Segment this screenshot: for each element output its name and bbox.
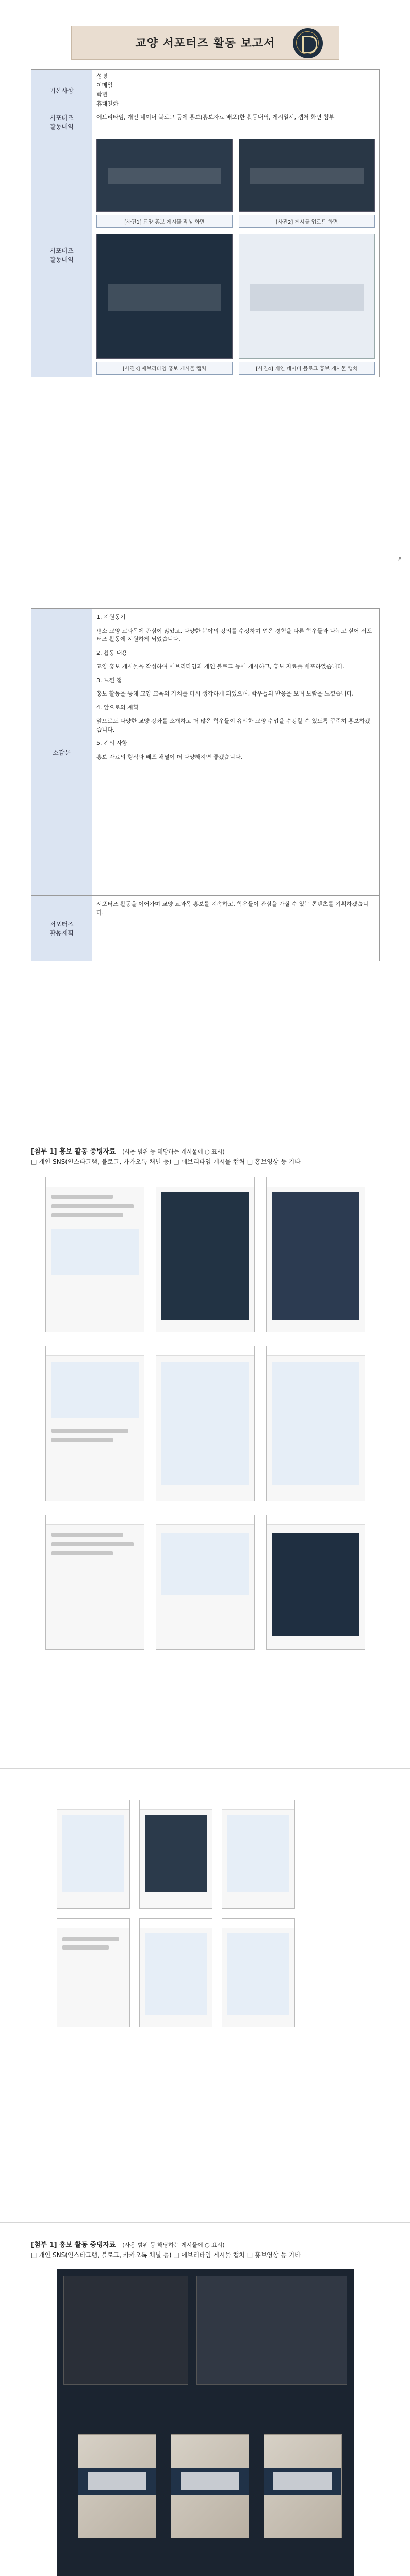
top-left-display	[63, 2276, 188, 2385]
screenshot-5	[156, 1346, 255, 1501]
screenshot-4-card	[51, 1362, 139, 1418]
para-5: 3. 느낀 점	[96, 676, 122, 684]
screenshot-7-statusbar	[46, 1515, 144, 1525]
activity-history-label: 서포터즈 활동내역	[31, 111, 92, 133]
appendix-2-title	[31, 2239, 379, 2249]
caption-1: [사진1] 교양 홍보 게시물 작성 화면	[96, 215, 233, 228]
photo-col-2	[239, 139, 375, 228]
basic-info-values	[92, 70, 380, 111]
screenshot-3	[266, 1177, 365, 1332]
screenshot-8-statusbar	[156, 1515, 254, 1525]
poster-2	[171, 2434, 249, 2538]
para-7: 4. 앞으로의 계획	[96, 704, 139, 711]
logo-letter-mark	[302, 36, 317, 53]
campus-display-photo	[57, 2269, 354, 2576]
screenshot-5-card	[161, 1362, 249, 1485]
photo-2	[239, 139, 375, 212]
appendix-1-channels: □ 개인 SNS(인스타그램, 블로그, 카카오톡 채널 등) □ 에브리타임 게시물 캡처 □ 홍보영상 등 기타	[31, 1158, 301, 1165]
photo-4	[239, 234, 375, 359]
report-title: 교양 서포터즈 활동 보고서	[135, 37, 275, 50]
screenshot-1-line-2	[51, 1204, 134, 1208]
screenshot-7-line-3	[51, 1551, 113, 1555]
appendix-page-1	[0, 1129, 410, 1768]
screenshot-8-card	[161, 1533, 249, 1595]
screenshot-1-line-3	[51, 1213, 123, 1217]
poster-2-title-bar	[181, 2472, 239, 2490]
screenshot-4-statusbar	[46, 1346, 144, 1356]
photo-col-1	[96, 139, 233, 228]
screenshot-13	[57, 1918, 130, 2027]
screenshot-14-statusbar	[140, 1919, 212, 1928]
para-2: 평소 교양 교과목에 관심이 많았고, 다양한 분야의 강의를 수강하며 얻은 경험을 다른 학우들과 나누고 싶어 서포터즈 활동에 지원하게 되었습니다.	[96, 627, 372, 642]
screenshot-14-card	[145, 1933, 207, 2015]
field-email: 이메일	[96, 82, 113, 89]
screenshot-1-line-1	[51, 1195, 113, 1199]
screenshot-15-card	[227, 1933, 289, 2015]
appendix-1-title	[31, 1146, 379, 1156]
screenshot-9	[266, 1515, 365, 1650]
screenshot-14	[139, 1918, 212, 2027]
para-9: 5. 건의 사항	[96, 740, 127, 747]
screenshot-4	[45, 1346, 144, 1501]
screenshot-2-statusbar	[156, 1177, 254, 1187]
caption-2: [사진2] 게시물 업로드 화면	[239, 215, 375, 228]
screenshot-10-statusbar	[57, 1800, 129, 1810]
field-name: 성명	[96, 73, 108, 79]
screenshot-7-line-1	[51, 1533, 123, 1537]
appendix-2-title-text: [첨부 1] 홍보 활동 증빙자료	[31, 2241, 116, 2249]
university-logo	[292, 27, 324, 59]
screenshot-8	[156, 1515, 255, 1650]
plan-text: 서포터즈 활동을 이어가며 교양 교과목 홍보를 지속하고, 학우들이 관심을 가질 수 있는 콘텐츠를 기획하겠습니다.	[96, 901, 369, 916]
para-4: 교양 홍보 게시물을 작성하여 에브리타임과 개인 블로그 등에 게시하고, 홍보 자료를 배포하였습니다.	[96, 663, 345, 670]
screenshot-4-line-1	[51, 1429, 128, 1433]
photo-3	[96, 234, 233, 359]
screenshot-10	[57, 1800, 130, 1909]
screenshot-10-card	[62, 1815, 124, 1892]
poster-3	[264, 2434, 342, 2538]
appendix-page-2	[0, 1769, 410, 2222]
screenshot-15	[222, 1918, 295, 2027]
screenshot-9-card	[272, 1533, 359, 1636]
report-page-2	[0, 572, 410, 1129]
screenshot-6-card	[272, 1362, 359, 1485]
para-6: 홍보 활동을 통해 교양 교육의 가치를 다시 생각하게 되었으며, 학우들의 반응을 보며 보람을 느꼈습니다.	[96, 690, 354, 697]
screenshot-3-statusbar	[267, 1177, 365, 1187]
appendix-2-channels: □ 개인 SNS(인스타그램, 블로그, 카카오톡 채널 등) □ 에브리타임 게시물 캡처 □ 홍보영상 등 기타	[31, 2251, 301, 2259]
caption-3: [사진3] 에브리타임 홍보 게시물 캡처	[96, 362, 233, 375]
screenshot-11-card	[145, 1815, 207, 1892]
poster-1-title-bar	[88, 2472, 146, 2490]
para-10: 홍보 자료의 형식과 배포 채널이 더 다양해지면 좋겠습니다.	[96, 753, 242, 760]
para-3: 2. 활동 내용	[96, 649, 127, 656]
activity-photos-cell	[92, 133, 380, 377]
poster-3-title-bar	[273, 2472, 332, 2490]
screenshot-6	[266, 1346, 365, 1501]
reflection-label: 소감문	[31, 609, 92, 896]
screenshot-1-statusbar	[46, 1177, 144, 1187]
para-1: 1. 지원동기	[96, 614, 126, 620]
caption-4: [사진4] 개인 네이버 블로그 홍보 게시물 캡처	[239, 362, 375, 375]
screenshot-3-card	[272, 1192, 359, 1320]
screenshot-11	[139, 1800, 212, 1909]
screenshot-6-statusbar	[267, 1346, 365, 1356]
screenshot-15-statusbar	[222, 1919, 294, 1928]
photo-col-4	[239, 234, 375, 375]
screenshot-13-line-2	[62, 1945, 109, 1950]
screenshot-12-statusbar	[222, 1800, 294, 1810]
screenshot-5-statusbar	[156, 1346, 254, 1356]
activity-history-desc: 에브리타임, 개인 네이버 블로그 등에 홍보(홍보자료 배포)한 활동내역, 게시일시, 캡처 화면 첨부	[92, 111, 380, 133]
basic-info-label: 기본사항	[31, 70, 92, 111]
activity-photos-label: 서포터즈 활동내역	[31, 133, 92, 377]
screenshot-2-card	[161, 1192, 249, 1320]
screenshot-4-line-2	[51, 1438, 113, 1442]
field-grade: 학년	[96, 91, 108, 98]
screenshot-2	[156, 1177, 255, 1332]
reflection-table	[31, 608, 380, 961]
field-phone: 휴대전화	[96, 100, 119, 107]
report-page-1	[0, 0, 410, 572]
appendix-page-3	[0, 2223, 410, 2576]
photo-1	[96, 139, 233, 212]
screenshot-7-line-2	[51, 1542, 134, 1546]
screenshot-9-statusbar	[267, 1515, 365, 1525]
screenshot-13-statusbar	[57, 1919, 129, 1928]
screenshot-1-card	[51, 1229, 139, 1275]
plan-body	[92, 896, 380, 961]
photo-col-3	[96, 234, 233, 375]
appendix-1-title-text: [첨부 1] 홍보 활동 증빙자료	[31, 1148, 116, 1156]
screenshot-12	[222, 1800, 295, 1909]
top-right-display	[196, 2276, 347, 2385]
screenshot-13-line-1	[62, 1937, 119, 1941]
poster-1	[78, 2434, 156, 2538]
page-mark-1: ↗	[397, 556, 402, 562]
screenshot-1	[45, 1177, 144, 1332]
appendix-1-note: (사용 범위 등 해당하는 게시물에 ○ 표시)	[122, 1148, 225, 1155]
screenshot-7	[45, 1515, 144, 1650]
plan-label: 서포터즈 활동계획	[31, 896, 92, 961]
screenshot-11-statusbar	[140, 1800, 212, 1810]
reflection-body	[92, 609, 380, 896]
para-8: 앞으로도 다양한 교양 강좌를 소개하고 더 많은 학우들이 유익한 교양 수업을 수강할 수 있도록 꾸준히 홍보하겠습니다.	[96, 718, 370, 733]
report-table	[31, 69, 380, 377]
screenshot-12-card	[227, 1815, 289, 1892]
appendix-2-note: (사용 범위 등 해당하는 게시물에 ○ 표시)	[122, 2242, 225, 2248]
